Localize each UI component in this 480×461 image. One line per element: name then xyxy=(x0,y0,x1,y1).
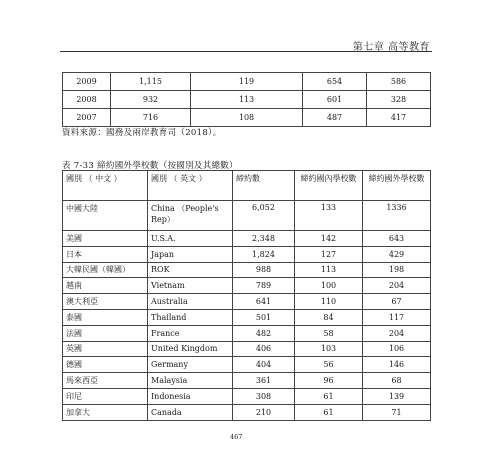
table-cell: 127 xyxy=(295,246,363,262)
table-cell: 146 xyxy=(363,357,431,373)
table-cell: Canada xyxy=(148,404,233,420)
table-cell: 中國大陸 xyxy=(63,201,148,231)
table-cell: Australia xyxy=(148,294,233,310)
table-cell: 2,348 xyxy=(233,231,295,247)
table-cell: Vietnam xyxy=(148,278,233,294)
table-cell: 103 xyxy=(295,341,363,357)
table-cell: 61 xyxy=(295,388,363,404)
column-header: 國別 （ 中文 ） xyxy=(63,171,148,201)
table-cell: 204 xyxy=(363,325,431,341)
table-cell: 932 xyxy=(111,91,191,109)
table-row xyxy=(63,357,431,373)
table-cell: 108 xyxy=(191,109,303,127)
column-header: 締約國外學校數 xyxy=(363,171,431,201)
table-cell: 法國 xyxy=(63,325,148,341)
table-row xyxy=(63,309,431,325)
table-cell: 139 xyxy=(363,388,431,404)
table-cell: 71 xyxy=(363,404,431,420)
table-cell: 58 xyxy=(295,325,363,341)
table-row xyxy=(63,373,431,389)
table-cell: 67 xyxy=(363,294,431,310)
table-row xyxy=(63,231,431,247)
table-cell: Japan xyxy=(148,246,233,262)
table-cell: U.S.A. xyxy=(148,231,233,247)
table-row xyxy=(63,73,431,91)
table-cell: Thailand xyxy=(148,309,233,325)
page-number: 467 xyxy=(230,433,243,441)
table-row xyxy=(63,91,431,109)
table-cell: 馬來西亞 xyxy=(63,373,148,389)
table-row xyxy=(63,294,431,310)
table-row xyxy=(63,246,431,262)
table-cell: 美國 xyxy=(63,231,148,247)
table-cell: 142 xyxy=(295,231,363,247)
table-cell: 643 xyxy=(363,231,431,247)
table-cell: 487 xyxy=(303,109,367,127)
table-row xyxy=(63,262,431,278)
column-header: 國別 （ 英文 ） xyxy=(148,171,233,201)
table-cell: 586 xyxy=(367,73,431,91)
table-cell: ROK xyxy=(148,262,233,278)
table-cell: 204 xyxy=(363,278,431,294)
table-row xyxy=(63,388,431,404)
table-cell: 119 xyxy=(191,73,303,91)
table-row xyxy=(63,325,431,341)
table-cell: 716 xyxy=(111,109,191,127)
table-cell: 1336 xyxy=(363,201,431,231)
table-cell: 198 xyxy=(363,262,431,278)
table-cell: 429 xyxy=(363,246,431,262)
table-cell: 133 xyxy=(295,201,363,231)
table-cell: 654 xyxy=(303,73,367,91)
column-header: 締約數 xyxy=(233,171,295,201)
table-row xyxy=(63,404,431,420)
table-cell: 2008 xyxy=(63,91,111,109)
table-cell: 2009 xyxy=(63,73,111,91)
table-caption: 表 7-33 締約國外學校數（按國別及其總數） xyxy=(62,161,238,171)
table-cell: China （People's Rep） xyxy=(148,201,233,231)
table-cell: 988 xyxy=(233,262,295,278)
table-cell: 113 xyxy=(295,262,363,278)
table-cell: 361 xyxy=(233,373,295,389)
table-cell: Germany xyxy=(148,357,233,373)
table-cell: 泰國 xyxy=(63,309,148,325)
table-row xyxy=(63,201,431,231)
table-cell: Malaysia xyxy=(148,373,233,389)
table-cell: 2007 xyxy=(63,109,111,127)
table-cell: 澳大利亞 xyxy=(63,294,148,310)
table-cell: 404 xyxy=(233,357,295,373)
table-cell: 日本 xyxy=(63,246,148,262)
table-cell: 110 xyxy=(295,294,363,310)
table-cell: 641 xyxy=(233,294,295,310)
table-cell: France xyxy=(148,325,233,341)
table-cell: 6,052 xyxy=(233,201,295,231)
table-cell: 113 xyxy=(191,91,303,109)
table-cell: 1,115 xyxy=(111,73,191,91)
chapter-header: 第七章 高等教育 xyxy=(352,42,430,53)
table-cell: 越南 xyxy=(63,278,148,294)
table-cell: 56 xyxy=(295,357,363,373)
table-cell: 117 xyxy=(363,309,431,325)
table-cell: 大韓民國（韓國） xyxy=(63,262,148,278)
table-cell: 328 xyxy=(367,91,431,109)
table-row xyxy=(63,341,431,357)
table-cell: 406 xyxy=(233,341,295,357)
table-cell: 106 xyxy=(363,341,431,357)
table-cell: 210 xyxy=(233,404,295,420)
table-cell: 68 xyxy=(363,373,431,389)
table-cell: 601 xyxy=(303,91,367,109)
table-cell: 61 xyxy=(295,404,363,420)
table-cell: 加拿大 xyxy=(63,404,148,420)
source-note: 資料來源：國務及兩岸教育司（2018）。 xyxy=(62,128,222,138)
table-cell: United Kingdom xyxy=(148,341,233,357)
table-cell: 501 xyxy=(233,309,295,325)
table-cell: 789 xyxy=(233,278,295,294)
table-cell: Indonesia xyxy=(148,388,233,404)
table-row xyxy=(63,278,431,294)
yearly-stats-table xyxy=(62,72,431,127)
table-cell: 482 xyxy=(233,325,295,341)
table-cell: 308 xyxy=(233,388,295,404)
table-cell: 英國 xyxy=(63,341,148,357)
table-cell: 印尼 xyxy=(63,388,148,404)
table-cell: 96 xyxy=(295,373,363,389)
column-header: 締約國內學校數 xyxy=(295,171,363,201)
table-cell: 84 xyxy=(295,309,363,325)
partner-schools-table xyxy=(62,170,431,421)
table-header-row xyxy=(63,171,431,201)
table-cell: 1,824 xyxy=(233,246,295,262)
table-cell: 100 xyxy=(295,278,363,294)
table-cell: 417 xyxy=(367,109,431,127)
header-rule xyxy=(60,51,432,52)
table-row xyxy=(63,109,431,127)
table-cell: 德國 xyxy=(63,357,148,373)
